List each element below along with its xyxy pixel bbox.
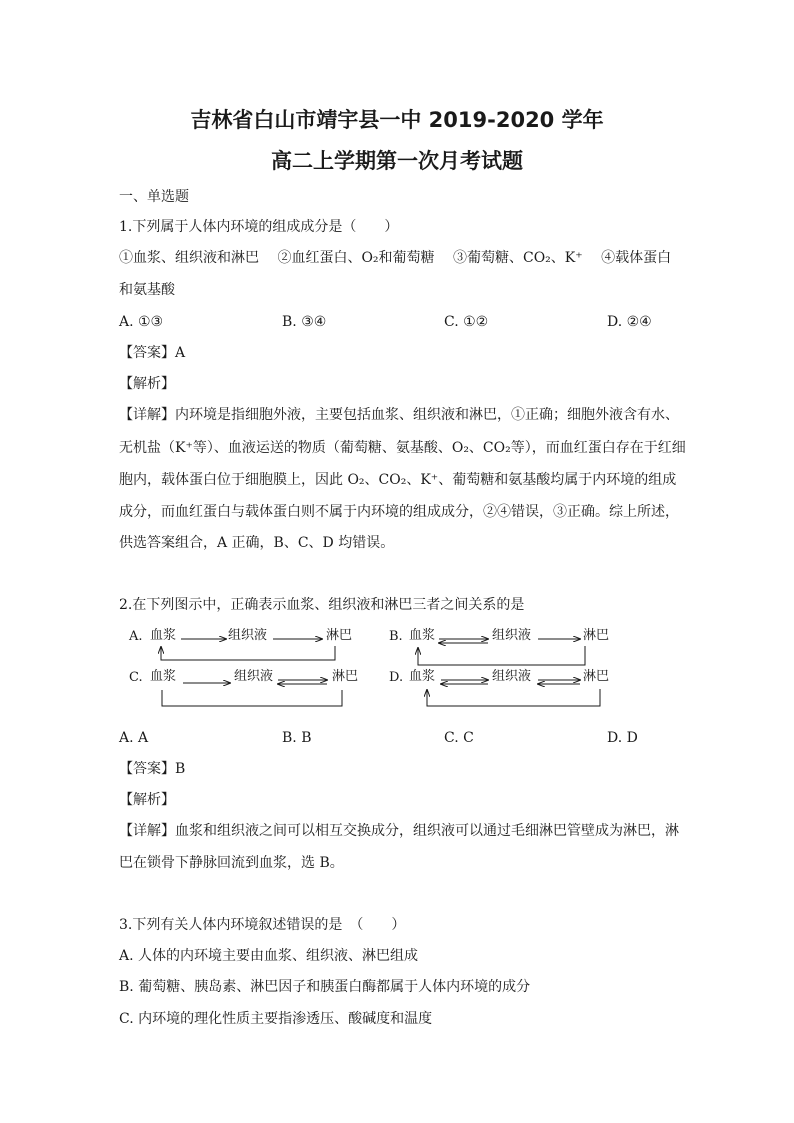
q1-analysis-label: 【解析】 xyxy=(119,376,175,392)
diagram-c-return-path xyxy=(162,690,342,706)
q2-stem: 2.在下列图示中，正确表示血浆、组织液和淋巴三者之间关系的是 xyxy=(119,597,525,613)
q2-option-c: C. C xyxy=(444,730,474,746)
diagram-c-plasma: 血浆 xyxy=(150,669,177,684)
diagram-a-return-path xyxy=(161,646,335,660)
diagram-b-lymph: 淋巴 xyxy=(583,628,610,643)
q1-option-b: B. ③④ xyxy=(282,314,327,330)
q1-option-a: A. ①③ xyxy=(119,314,164,330)
q1-answer: 【答案】A xyxy=(119,345,186,361)
diagram-a-lymph: 淋巴 xyxy=(326,628,353,643)
q2-analysis-label: 【解析】 xyxy=(119,792,175,808)
section-label: 一、单选题 xyxy=(119,189,189,205)
q1-analysis-line: 成分，而血红蛋白与载体蛋白则不属于内环境的组成成分，②④错误，③正确。综上所述， xyxy=(119,504,679,520)
q3-stem: 3.下列有关人体内环境叙述错误的是 （ ） xyxy=(119,917,406,933)
diagram-b-tissue-fluid: 组织液 xyxy=(492,628,532,643)
document-subtitle: 高二上学期第一次月考试题 xyxy=(271,149,523,173)
document-title: 吉林省白山市靖宇县一中 2019-2020 学年 xyxy=(190,108,604,132)
q1-option-c: C. ①② xyxy=(444,314,489,330)
q2-answer: 【答案】B xyxy=(119,761,186,777)
q3-option-a: A. 人体的内环境主要由血浆、组织液、淋巴组成 xyxy=(119,948,419,964)
q3-option-c: C. 内环境的理化性质主要指渗透压、酸碱度和温度 xyxy=(119,1011,433,1027)
diagram-a-letter: A. xyxy=(129,629,143,644)
q1-analysis-line: 胞内，载体蛋白位于细胞膜上，因此 O₂、CO₂、K⁺、葡萄糖和氨基酸均属于内环境的组成 xyxy=(119,472,677,488)
q2-option-b: B. B xyxy=(282,730,312,746)
q3-option-b: B. 葡萄糖、胰岛素、淋巴因子和胰蛋白酶都属于人体内环境的成分 xyxy=(119,979,531,995)
diagram-d-plasma: 血浆 xyxy=(409,669,436,684)
diagram-a-tissue-fluid: 组织液 xyxy=(228,628,268,643)
q1-items: ①血浆、组织液和淋巴 ②血红蛋白、O₂和葡萄糖 ③葡萄糖、CO₂、K⁺ ④载体蛋白 xyxy=(119,250,672,266)
diagram-c-tissue-fluid: 组织液 xyxy=(234,669,274,684)
diagram-d-tissue-fluid: 组织液 xyxy=(492,669,532,684)
diagram-d-return-path xyxy=(427,689,600,706)
q1-analysis-line: 无机盐（K⁺等）、血液运送的物质（葡萄糖、氨基酸、O₂、CO₂等），而血红蛋白存在于红细 xyxy=(119,440,686,456)
diagram-c-letter: C. xyxy=(129,670,143,685)
q2-analysis-line: 巴在锁骨下静脉回流到血浆，选 B。 xyxy=(119,855,344,871)
diagram-c-lymph: 淋巴 xyxy=(332,669,359,684)
q2-option-d: D. D xyxy=(607,730,638,746)
q1-analysis-line: 【详解】内环境是指细胞外液，主要包括血浆、组织液和淋巴，①正确；细胞外液含有水、 xyxy=(119,407,679,423)
diagram-b-return-path xyxy=(418,646,585,665)
diagram-d-letter: D. xyxy=(389,670,404,685)
q1-analysis-line: 供选答案组合，A 正确，B、C、D 均错误。 xyxy=(119,535,395,551)
q1-stem: 1.下列属于人体内环境的组成成分是（ ） xyxy=(119,219,399,235)
diagram-a-plasma: 血浆 xyxy=(150,628,177,643)
diagram-b-letter: B. xyxy=(389,629,403,644)
q1-items-cont: 和氨基酸 xyxy=(119,282,175,298)
q2-option-a: A. A xyxy=(119,730,149,746)
diagram-b-plasma: 血浆 xyxy=(409,628,436,643)
q2-analysis-line: 【详解】血浆和组织液之间可以相互交换成分，组织液可以通过毛细淋巴管壁成为淋巴，淋 xyxy=(119,823,679,839)
diagram-d-lymph: 淋巴 xyxy=(583,669,610,684)
q1-option-d: D. ②④ xyxy=(607,314,652,330)
